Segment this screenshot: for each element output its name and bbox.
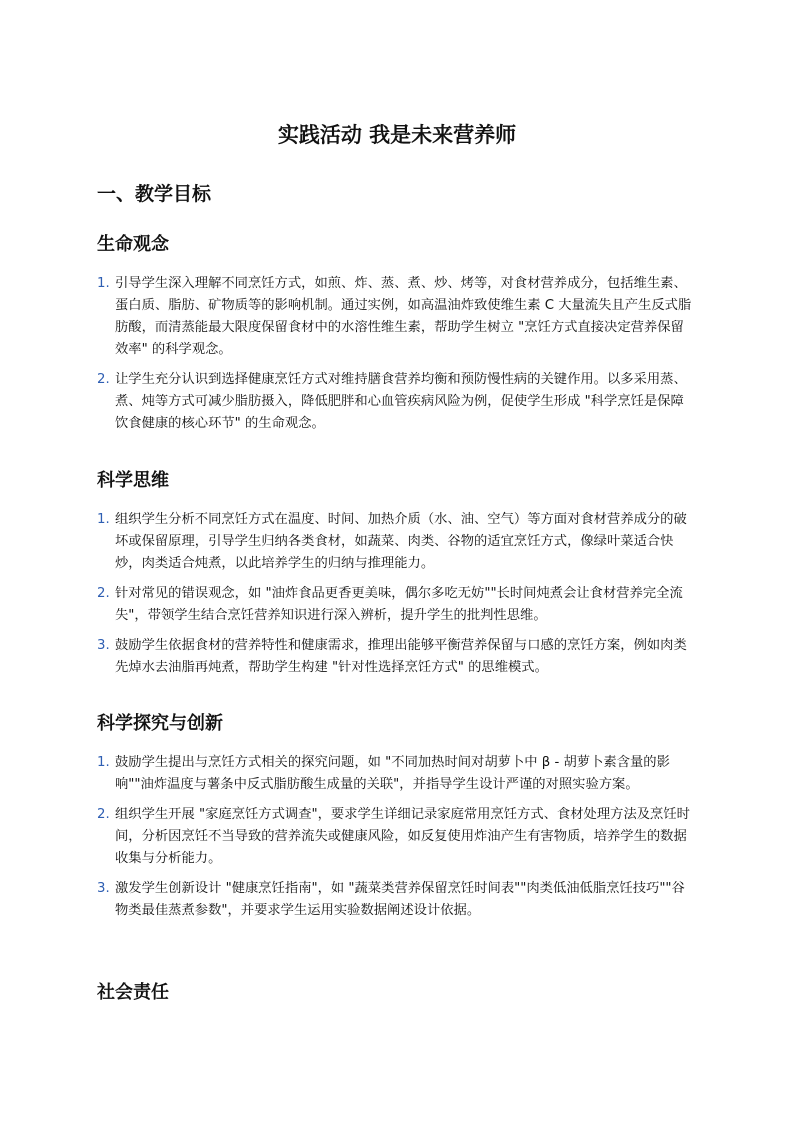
list-item — [97, 878, 697, 922]
list-text: 组织学生分析不同烹饪方式在温度、时间、加热介质（水、油、空气）等方面对食材营养成分的破坏或保留原理，引导学生归纳各类食材，如蔬菜、肉类、谷物的适宜烹饪方式，像绿叶菜适合快炒，肉类适合炖煮，以此培养学生的归纳与推理能力。 — [115, 512, 687, 571]
list-number: 2. — [97, 372, 110, 387]
list-text: 鼓励学生提出与烹饪方式相关的探究问题，如 "不同加热时间对胡萝卜中 β - 胡萝卜素含量的影响""油炸温度与薯条中反式脂肪酸生成量的关联"，并指导学生设计严谨的对照实验方案。 — [115, 755, 670, 792]
list-number: 2. — [97, 807, 110, 822]
list-number: 1. — [97, 755, 110, 770]
list-item — [97, 804, 697, 870]
list-number: 1. — [97, 276, 110, 291]
document-title: 实践活动 我是未来营养师 — [277, 123, 517, 147]
list-item — [97, 752, 697, 796]
list-item — [97, 583, 697, 627]
heading-social-responsibility: 社会责任 — [97, 982, 169, 1003]
inquiry-list — [97, 752, 697, 930]
list-item — [97, 369, 697, 435]
science-thinking-list — [97, 509, 697, 687]
list-text: 让学生充分认识到选择健康烹饪方式对维持膳食营养均衡和预防慢性病的关键作用。以多采用蒸、煮、炖等方式可减少脂肪摄入，降低肥胖和心血管疾病风险为例，促使学生形成 "科学烹饪是保障饮食健康的核心环节" 的生命观念。 — [115, 372, 687, 431]
list-text: 组织学生开展 "家庭烹饪方式调查"，要求学生详细记录家庭常用烹饪方式、食材处理方法及烹饪时间，分析因烹饪不当导致的营养流失或健康风险，如反复使用炸油产生有害物质，培养学生的数据收集与分析能力。 — [115, 807, 690, 866]
list-text: 引导学生深入理解不同烹饪方式，如煎、炸、蒸、煮、炒、烤等，对食材营养成分，包括维生素、蛋白质、脂肪、矿物质等的影响机制。通过实例，如高温油炸致使维生素 C 大量流失且产生反式脂肪酸，而清蒸能最大限度保留食材中的水溶性维生素，帮助学生树立 "烹饪方式直接决定营养保留效率" 的科学观念。 — [115, 276, 692, 357]
list-number: 2. — [97, 586, 110, 601]
list-text: 鼓励学生依据食材的营养特性和健康需求，推理出能够平衡营养保留与口感的烹饪方案，例如肉类先焯水去油脂再炖煮，帮助学生构建 "针对性选择烹饪方式" 的思维模式。 — [115, 638, 687, 675]
list-number: 1. — [97, 512, 110, 527]
heading-science-thinking: 科学思维 — [97, 470, 169, 491]
heading-life-view: 生命观念 — [97, 234, 169, 255]
list-item — [97, 509, 697, 575]
list-number: 3. — [97, 638, 110, 653]
list-item — [97, 635, 697, 679]
section-heading-teaching-goals: 一、教学目标 — [97, 183, 212, 205]
list-text: 激发学生创新设计 "健康烹饪指南"，如 "蔬菜类营养保留烹饪时间表""肉类低油低脂烹饪技巧""谷物类最佳蒸煮参数"，并要求学生运用实验数据阐述设计依据。 — [115, 881, 685, 918]
heading-inquiry-innovation: 科学探究与创新 — [97, 713, 223, 734]
list-text: 针对常见的错误观念，如 "油炸食品更香更美味，偶尔多吃无妨""长时间炖煮会让食材营养完全流失"，带领学生结合烹饪营养知识进行深入辨析，提升学生的批判性思维。 — [115, 586, 683, 623]
list-number: 3. — [97, 881, 110, 896]
life-view-list — [97, 273, 697, 443]
list-item — [97, 273, 697, 361]
